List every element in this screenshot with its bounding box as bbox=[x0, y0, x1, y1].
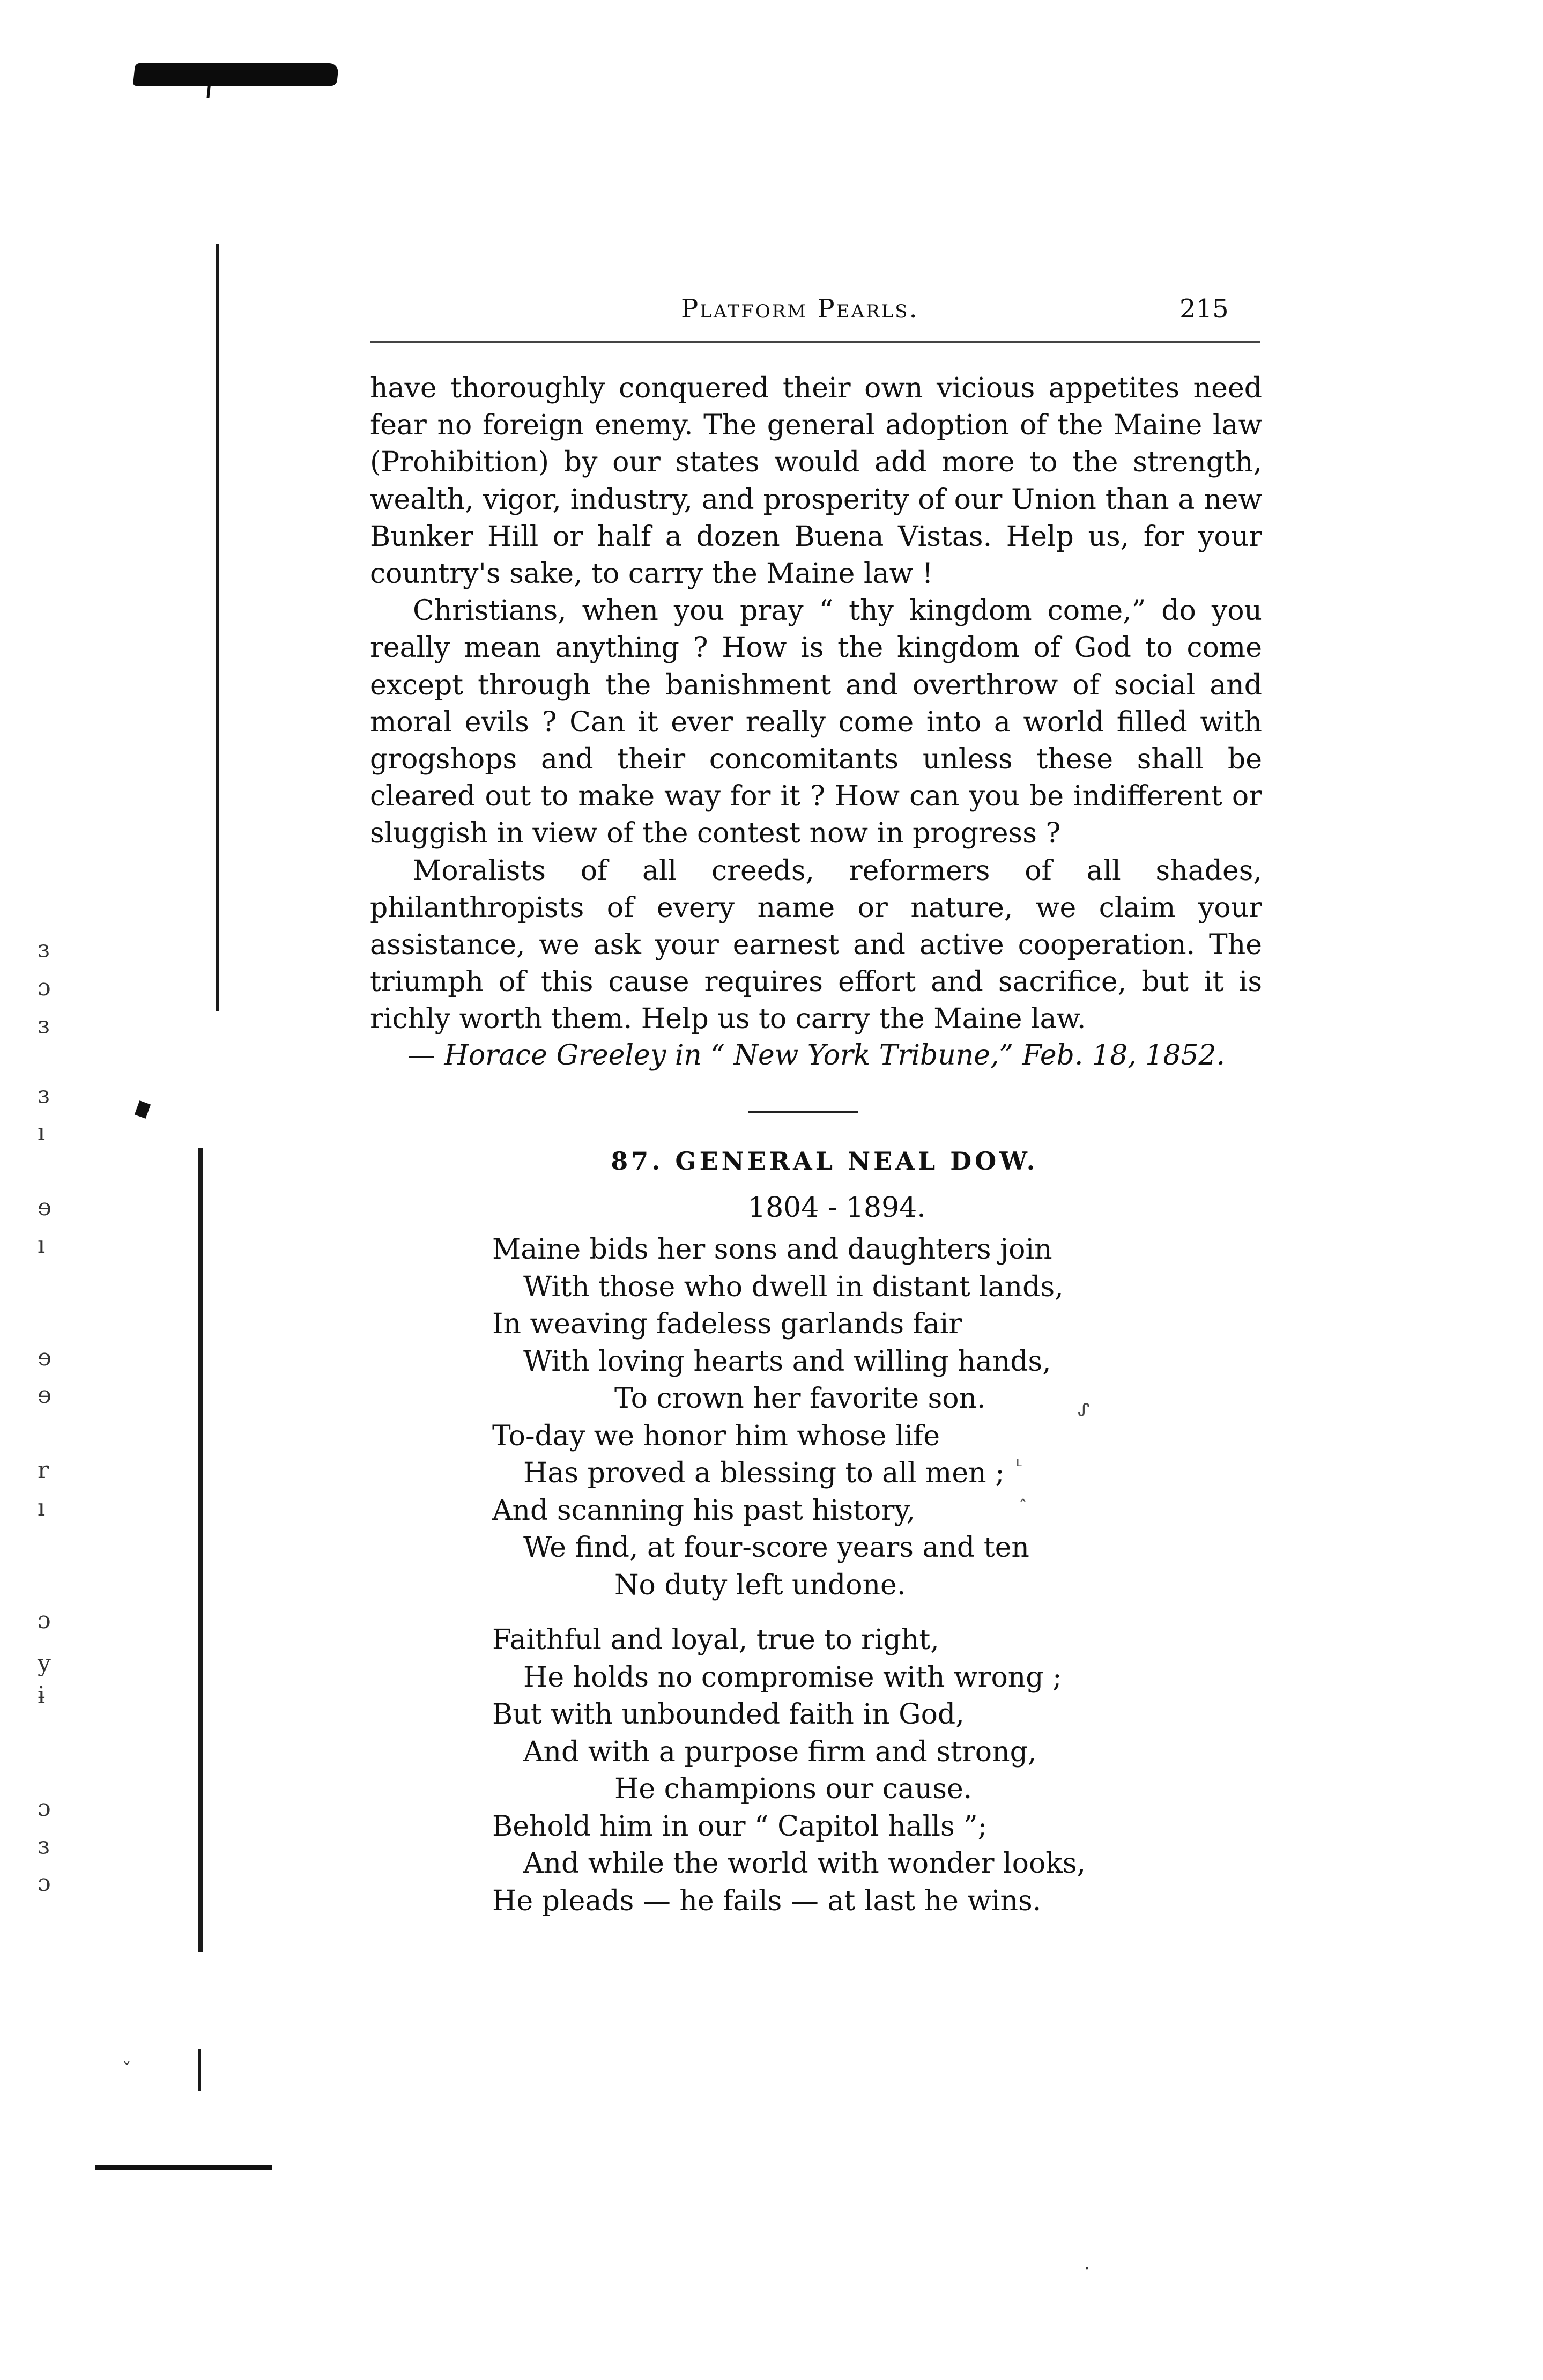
margin-mark bbox=[135, 1100, 151, 1119]
poem-line: And while the world with wonder looks, bbox=[523, 1847, 1086, 1880]
running-head: Platform Pearls. bbox=[681, 294, 919, 324]
stray-ink-mark: ᔑ bbox=[1078, 1400, 1090, 1420]
gutter-fragment: ı bbox=[38, 1231, 46, 1259]
gutter-fragment: y bbox=[38, 1650, 51, 1677]
poem-line: To crown her favorite son. bbox=[614, 1383, 986, 1415]
stray-ink-mark: ˆ bbox=[1019, 1496, 1027, 1517]
poem-line: And with a purpose firm and strong, bbox=[523, 1735, 1037, 1768]
gutter-fragment: ɔ bbox=[38, 974, 51, 1001]
page-number: 215 bbox=[1179, 294, 1229, 324]
gutter-fragment: ɔ bbox=[38, 1869, 51, 1897]
poem-line: With loving hearts and willing hands, bbox=[523, 1345, 1051, 1378]
margin-mark: ˇ bbox=[122, 2059, 131, 2081]
ink-blot bbox=[133, 63, 339, 86]
header-rule bbox=[370, 341, 1260, 343]
poem-dates: 1804 - 1894. bbox=[748, 1192, 926, 1224]
stray-ink-mark: ᒻ bbox=[1016, 1456, 1023, 1476]
poem-line: Maine bids her sons and daughters join bbox=[492, 1233, 1052, 1266]
poem-stanza-1 bbox=[492, 1231, 1064, 1604]
poem-line: And scanning his past history, bbox=[492, 1494, 916, 1527]
gutter-fragment: ɘ bbox=[38, 1381, 52, 1409]
poem-line: He champions our cause. bbox=[614, 1773, 973, 1805]
poem-line: We find, at four-score years and ten bbox=[523, 1532, 1029, 1564]
poem-line: Has proved a blessing to all men ; bbox=[523, 1457, 1005, 1489]
section-divider bbox=[748, 1111, 858, 1113]
gutter-fragment: ı bbox=[38, 1494, 46, 1521]
gutter-shadow-line bbox=[216, 244, 219, 1011]
gutter-fragment: ɘ bbox=[38, 1344, 52, 1371]
gutter-fragment: r bbox=[38, 1457, 49, 1484]
margin-mark: · bbox=[1084, 2258, 1090, 2279]
attribution: — Horace Greeley in “ New York Tribune,” Feb. 18, 1852. bbox=[407, 1039, 1226, 1071]
gutter-fragment: ɔ bbox=[38, 1794, 51, 1822]
gutter-shadow-line bbox=[198, 1148, 203, 1952]
gutter-fragment: ɔ bbox=[38, 1607, 51, 1634]
poem-line: No duty left undone. bbox=[614, 1569, 906, 1601]
poem-stanza-2 bbox=[492, 1622, 1086, 1920]
binding-edge-rule bbox=[95, 2165, 272, 2170]
poem-line: But with unbounded faith in God, bbox=[492, 1698, 965, 1731]
gutter-shadow-line bbox=[198, 2049, 201, 2091]
poem-line: To-day we honor him whose life bbox=[492, 1420, 940, 1452]
gutter-fragment: ɘ bbox=[38, 1194, 52, 1221]
paragraph: have thoroughly conquered their own vicious appetites need fear no foreign enemy. The general adoption of the Maine law (Prohibition) by our states would add more to the strength, wealth, vigor, industry, and prosperity of our Union than a new Bunker Hill or half a dozen Buena Vistas. Help us, for your country's sake, to carry the Maine law ! bbox=[370, 372, 1262, 590]
gutter-fragment: ɜ bbox=[38, 1832, 50, 1859]
gutter-fragment: ɨ bbox=[38, 1682, 46, 1709]
poem-line: Faithful and loyal, true to right, bbox=[492, 1624, 939, 1656]
paragraph: Moralists of all creeds, reformers of all shades, philanthropists of every name or nature, we claim your assistance, we ask your earnest and active cooperation. The triumph of this cause requires effort and sacrifice, but it is richly worth them. Help us to carry the Maine law. bbox=[370, 854, 1262, 1036]
paragraph: Christians, when you pray “ thy kingdom come,” do you really mean anything ? How is the kingdom of God to come except through the banishment and overthrow of social and moral evils ? Can it ever really come into a world filled with grogshops and their concomitants unless these shall be cleared out to make way for it ? How can you be indifferent or sluggish in view of the contest now in progress ? bbox=[370, 595, 1262, 850]
gutter-fragment: ɜ bbox=[38, 1011, 50, 1039]
gutter-fragment: ɜ bbox=[38, 1081, 50, 1108]
poem-line: Behold him in our “ Capitol halls ”; bbox=[492, 1810, 988, 1843]
poem-line: He holds no compromise with wrong ; bbox=[523, 1661, 1062, 1694]
gutter-fragment: ɜ bbox=[38, 935, 50, 963]
poem-line: He pleads — he fails — at last he wins. bbox=[492, 1884, 1042, 1917]
poem-title: 87. GENERAL NEAL DOW. bbox=[611, 1147, 1038, 1176]
poem-line: In weaving fadeless garlands fair bbox=[492, 1308, 962, 1340]
poem-line: With those who dwell in distant lands, bbox=[523, 1270, 1064, 1303]
prose-block bbox=[370, 370, 1262, 1038]
gutter-fragment: ı bbox=[38, 1119, 46, 1146]
